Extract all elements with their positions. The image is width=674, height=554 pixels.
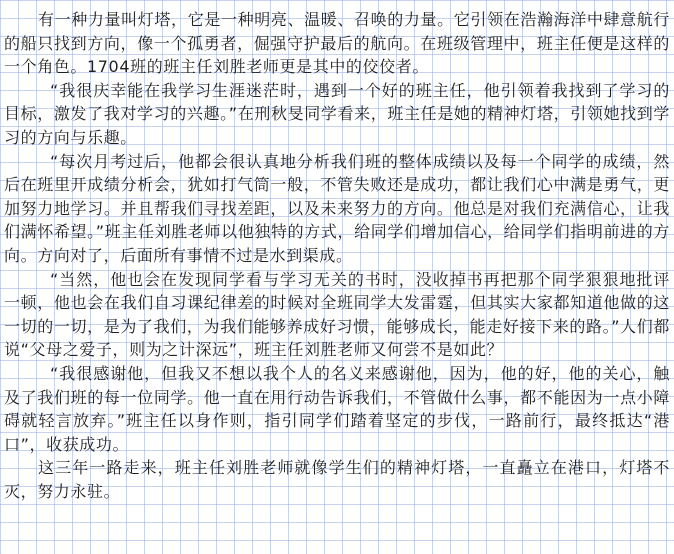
paragraph-1: 有一种力量叫灯塔，它是一种明亮、温暖、召唤的力量。它引领在浩瀚海洋中肆意航行的船只找到方向，像一个孤勇者，倔强守护最后的航向。在班级管理中，班主任便是这样的一个角色。1704班的班主任刘胜老师更是其中的佼佼者。: [4, 10, 670, 77]
paragraph-3: “每次月考过后，他都会很认真地分析我们班的整体成绩以及每一个同学的成绩，然后在班里开成绩分析会，犹如打气筒一般，不管失败还是成功，都让我们心中满是勇气，更加努力地学习。并且帮我们寻找差距，以及未来努力的方向。他总是对我们充满信心，让我们满怀希望。”班主任刘胜老师以他独特的方式，给同学们增加信心，给同学们指明前进的方向。方向对了，后面所有事情不过是水到渠成。: [4, 151, 670, 265]
paragraph-6: 这三年一路走来，班主任刘胜老师就像学生们的精神灯塔，一直矗立在港口，灯塔不灭，努力永驻。: [4, 458, 670, 501]
article-body: [0, 8, 674, 503]
paragraph-5: “我很感谢他，但我又不想以我个人的名义来感谢他，因为，他的好，他的关心，触及了我们班的每一位同学。他一直在用行动告诉我们，不管做什么事，都不能因为一点小障碍就轻言放弃。”班主任以身作则，指引同学们踏着坚定的步伐，一路前行，最终抵达“港口”，收获成功。: [4, 363, 670, 454]
paragraph-2: “我很庆幸能在我学习生涯迷茫时，遇到一个好的班主任，他引领着我找到了学习的目标，激发了我对学习的兴趣。”在刑秋旻同学看来，班主任是她的精神灯塔，引领她找到学习的方向与乐趣。: [4, 80, 670, 147]
paragraph-4: “当然，他也会在发现同学看与学习无关的书时，没收掉书再把那个同学狠狠地批评一顿，他也会在我们自习课纪律差的时候对全班同学大发雷霆，但其实大家都知道他做的这一切的一切，是为了我们，为我们能够养成好习惯，能够成长，能走好接下来的路。”人们都说“父母之爱子，则为之计深远”，班主任刘胜老师又何尝不是如此？: [4, 269, 670, 360]
